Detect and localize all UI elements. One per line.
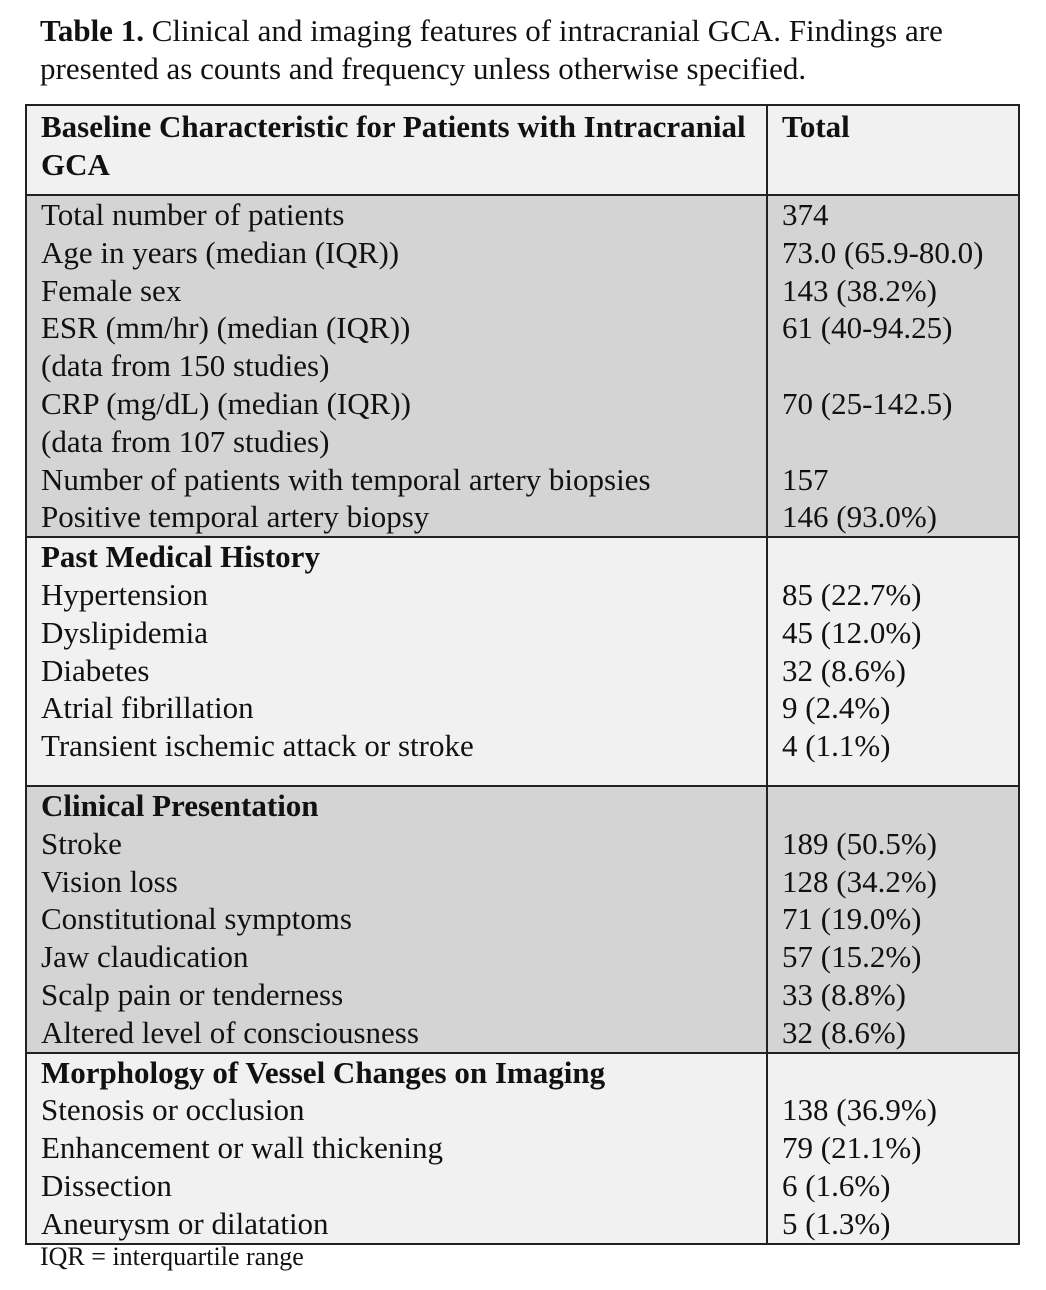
row-label: Jaw claudication <box>41 939 249 975</box>
row-label: Altered level of consciousness <box>41 1014 419 1050</box>
section-title: Past Medical History <box>41 539 320 575</box>
row-label: Dyslipidemia <box>41 614 209 650</box>
row-value: 4 (1.1%) <box>782 728 891 764</box>
values <box>767 786 1019 1053</box>
labels <box>26 195 767 537</box>
row-value: 57 (15.2%) <box>782 939 922 975</box>
row-label: Positive temporal artery biopsy <box>41 499 430 535</box>
row-label: (data from 107 studies) <box>41 423 330 459</box>
row-value <box>782 423 1004 461</box>
values <box>767 1053 1019 1244</box>
row-label: Constitutional symptoms <box>41 901 352 937</box>
section-past-medical-history <box>26 537 1019 786</box>
row-label: (data from 150 studies) <box>41 348 330 384</box>
section-title: Morphology of Vessel Changes on Imaging <box>41 1054 606 1090</box>
row-label: Diabetes <box>41 652 150 688</box>
row-value: 128 (34.2%) <box>782 863 937 899</box>
row-value: 157 <box>782 461 829 497</box>
caption-text: Clinical and imaging features of intracranial GCA. Findings are presented as counts and frequency unless otherwise specified. <box>40 13 943 86</box>
spacer <box>782 1054 1004 1092</box>
row-label: CRP (mg/dL) (median (IQR)) <box>41 385 411 421</box>
section-clinical-presentation <box>26 786 1019 1053</box>
row-label: Scalp pain or tenderness <box>41 976 344 1012</box>
row-label: Dissection <box>41 1167 172 1203</box>
row-label: Total number of patients <box>41 197 345 232</box>
row-label: Aneurysm or dilatation <box>41 1205 329 1241</box>
row-value: 33 (8.8%) <box>782 976 906 1012</box>
row-value: 61 (40-94.25) <box>782 310 953 346</box>
table-caption <box>40 12 1000 88</box>
row-value: 6 (1.6%) <box>782 1167 891 1203</box>
row-label: Stenosis or occlusion <box>41 1092 305 1128</box>
row-label: Stroke <box>41 825 122 861</box>
values <box>767 195 1019 537</box>
row-value: 73.0 (65.9-80.0) <box>782 234 984 270</box>
section-baseline <box>26 195 1019 537</box>
row-value: 143 (38.2%) <box>782 272 937 308</box>
header-row <box>26 105 1019 195</box>
labels <box>26 537 767 786</box>
row-label: Vision loss <box>41 863 178 899</box>
row-label: Atrial fibrillation <box>41 690 254 726</box>
row-label: Transient ischemic attack or stroke <box>41 728 474 764</box>
row-label: ESR (mm/hr) (median (IQR)) <box>41 310 411 346</box>
row-value: 146 (93.0%) <box>782 499 937 535</box>
caption-label: Table 1. <box>40 13 144 48</box>
row-value: 138 (36.9%) <box>782 1092 937 1128</box>
header-characteristic: Baseline Characteristic for Patients with Intracranial GCA <box>26 105 767 195</box>
labels <box>26 786 767 1053</box>
row-label: Hypertension <box>41 576 209 612</box>
row-value: 5 (1.3%) <box>782 1205 891 1241</box>
row-value <box>782 347 1004 385</box>
row-label: Female sex <box>41 272 182 308</box>
header-total: Total <box>767 105 1019 195</box>
section-title: Clinical Presentation <box>41 787 319 823</box>
clinical-features-table <box>25 104 1020 1245</box>
row-value: 85 (22.7%) <box>782 576 922 612</box>
footnote: IQR = interquartile range <box>40 1242 304 1271</box>
spacer <box>782 787 1004 825</box>
row-label: Enhancement or wall thickening <box>41 1130 444 1166</box>
row-value: 374 <box>782 197 829 232</box>
row-value: 71 (19.0%) <box>782 901 922 937</box>
spacer <box>782 538 1004 576</box>
row-value: 32 (8.6%) <box>782 652 906 688</box>
row-value: 79 (21.1%) <box>782 1130 922 1166</box>
row-label: Number of patients with temporal artery biopsies <box>41 461 651 497</box>
row-value: 189 (50.5%) <box>782 825 937 861</box>
values <box>767 537 1019 786</box>
row-value: 45 (12.0%) <box>782 614 922 650</box>
row-label: Age in years (median (IQR)) <box>41 234 400 270</box>
row-value: 70 (25-142.5) <box>782 385 953 421</box>
row-value: 9 (2.4%) <box>782 690 891 726</box>
row-value: 32 (8.6%) <box>782 1014 906 1050</box>
labels <box>26 1053 767 1244</box>
section-vessel-morphology <box>26 1053 1019 1244</box>
